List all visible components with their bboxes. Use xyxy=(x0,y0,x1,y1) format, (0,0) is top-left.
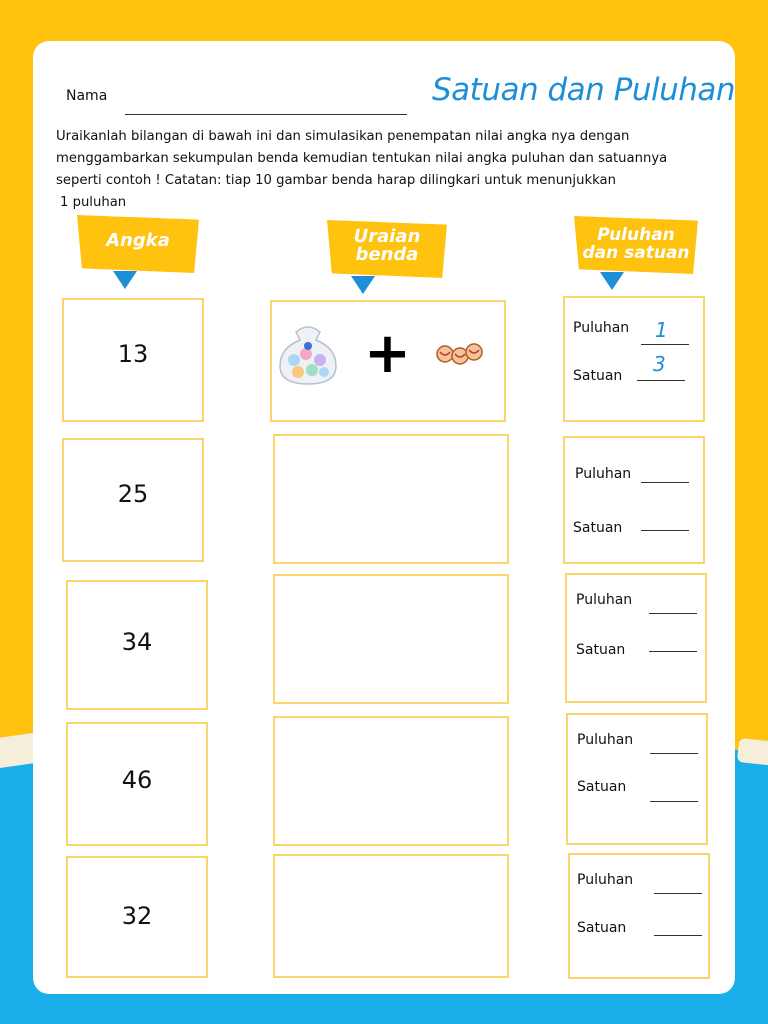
satuan-label: Satuan xyxy=(577,920,627,936)
name-input-line[interactable] xyxy=(125,114,407,115)
puluhan-answer-line[interactable] xyxy=(654,893,702,894)
object-drawing-box[interactable] xyxy=(273,574,509,704)
place-value-box xyxy=(563,436,705,564)
puluhan-label: Puluhan xyxy=(573,320,630,336)
satuan-answer-line[interactable] xyxy=(649,651,697,652)
instruction-line: Uraikanlah bilangan di bawah ini dan simulasikan penempatan nilai angka nya dengan xyxy=(56,129,630,144)
place-value-box xyxy=(568,853,710,979)
puluhan-answer-line[interactable] xyxy=(650,753,698,754)
place-value-box xyxy=(565,573,707,703)
number-value: 34 xyxy=(121,628,153,656)
satuan-label: Satuan xyxy=(577,779,627,795)
number-box xyxy=(66,722,208,846)
number-value: 25 xyxy=(117,480,149,508)
plus-sign: + xyxy=(364,321,411,386)
puluhan-answer-line[interactable] xyxy=(641,482,689,483)
instruction-line: seperti contoh ! Catatan: tiap 10 gambar benda harap dilingkari untuk menunjukkan xyxy=(56,173,616,188)
puluhan-answer-line[interactable] xyxy=(649,613,697,614)
page-title: Satuan dan Puluhan xyxy=(432,72,736,108)
column-header-label xyxy=(574,226,698,262)
column-header-puluhan-satuan xyxy=(574,216,698,298)
place-value-box xyxy=(563,296,705,422)
column-header-uraian xyxy=(327,220,447,302)
instruction-line: menggambarkan sekumpulan benda kemudian tentukan nilai angka puluhan dan satuannya xyxy=(56,151,668,166)
column-header-angka xyxy=(77,215,199,297)
column-header-line: Puluhan xyxy=(597,225,675,245)
satuan-answer: 3 xyxy=(653,352,666,376)
satuan-label: Satuan xyxy=(573,368,623,384)
puluhan-answer-line xyxy=(641,344,689,345)
satuan-answer-line[interactable] xyxy=(641,530,689,531)
puluhan-label: Puluhan xyxy=(577,732,634,748)
instructions xyxy=(56,126,736,214)
marble-bag-icon xyxy=(276,318,340,388)
puluhan-label: Puluhan xyxy=(577,872,634,888)
satuan-answer-line xyxy=(637,380,685,381)
number-value: 13 xyxy=(117,340,149,368)
object-drawing-box[interactable] xyxy=(273,434,509,564)
number-box xyxy=(66,856,208,978)
name-label: Nama xyxy=(66,88,108,104)
marbles-icon xyxy=(436,340,484,368)
column-header-label xyxy=(327,228,447,264)
object-drawing-box[interactable] xyxy=(273,716,509,846)
object-drawing-box[interactable] xyxy=(273,854,509,978)
number-value: 32 xyxy=(121,902,153,930)
puluhan-label: Puluhan xyxy=(576,592,633,608)
number-box xyxy=(62,438,204,562)
puluhan-answer: 1 xyxy=(655,318,668,342)
column-header-line: Uraian xyxy=(353,226,421,247)
column-header-line: benda xyxy=(355,244,419,265)
satuan-answer-line[interactable] xyxy=(650,801,698,802)
puluhan-label: Puluhan xyxy=(575,466,632,482)
object-drawing-box xyxy=(270,300,506,422)
column-header-label: Angka xyxy=(106,230,170,251)
number-value: 46 xyxy=(121,766,153,794)
torn-paper-decoration xyxy=(737,738,768,766)
column-header-line: dan satuan xyxy=(582,243,690,263)
number-box xyxy=(62,298,204,422)
satuan-label: Satuan xyxy=(573,520,623,536)
number-box xyxy=(66,580,208,710)
place-value-box xyxy=(566,713,708,845)
satuan-answer-line[interactable] xyxy=(654,935,702,936)
instruction-line: 1 puluhan xyxy=(60,195,127,210)
satuan-label: Satuan xyxy=(576,642,626,658)
